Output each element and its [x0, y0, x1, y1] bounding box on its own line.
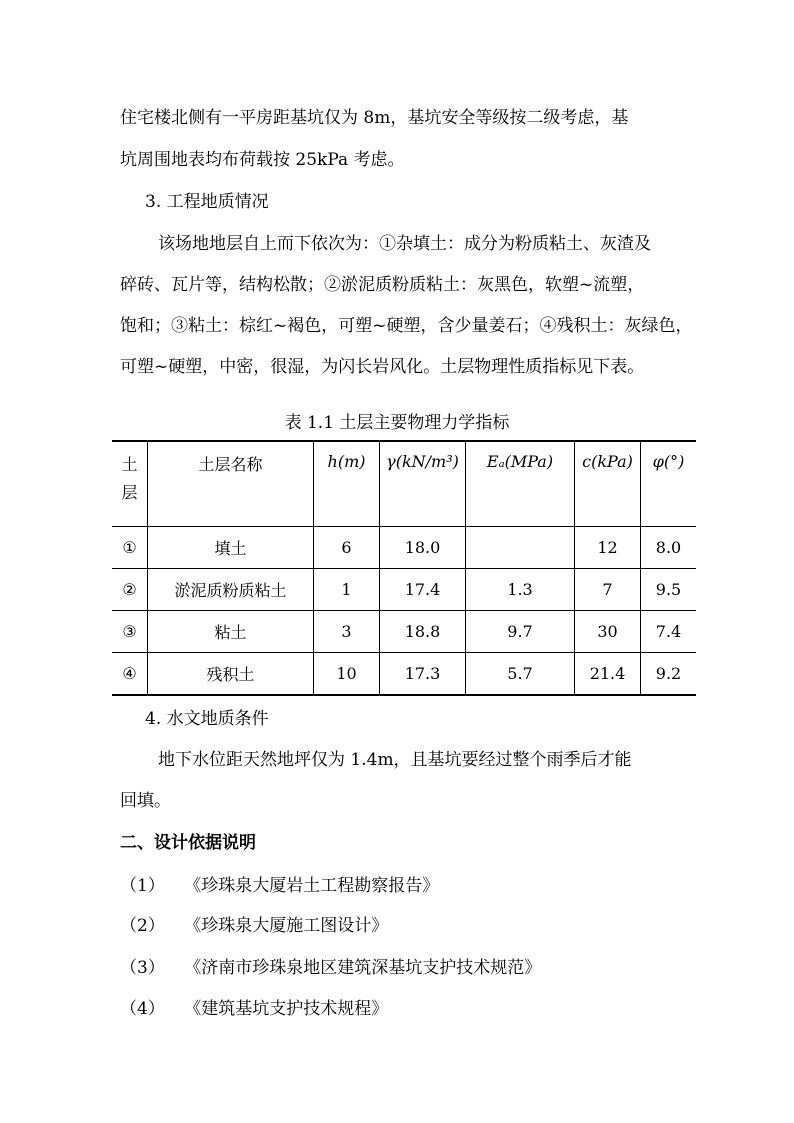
header-name: 土层名称 — [148, 441, 314, 527]
cell-c: 7 — [575, 569, 641, 611]
cell-h: 1 — [314, 569, 380, 611]
cell-name: 淤泥质粉质粘土 — [148, 569, 314, 611]
reference-number: （2） — [120, 916, 165, 936]
cell-layer: ② — [112, 569, 148, 611]
cell-layer: ④ — [112, 653, 148, 696]
section-heading: 4. 水文地质条件 — [145, 709, 269, 729]
cell-ea: 5.7 — [466, 653, 575, 696]
header-layer — [112, 441, 148, 527]
reference-title: 《济南市珍珠泉地区建筑深基坑支护技术规范》 — [184, 958, 542, 978]
header-ea: Eₐ(MPa) — [466, 441, 575, 527]
paragraph-line: 地下水位距天然地坪仅为 1.4m，且基坑要经过整个雨季后才能 — [158, 750, 632, 770]
reference-title: 《珍珠泉大厦施工图设计》 — [184, 916, 389, 936]
cell-layer: ③ — [112, 611, 148, 653]
header-layer-line2: 层 — [121, 483, 138, 502]
reference-number: （3） — [120, 958, 165, 978]
cell-layer: ① — [112, 527, 148, 569]
table-caption: 表 1.1 土层主要物理力学指标 — [284, 413, 510, 433]
header-h: h(m) — [314, 441, 380, 527]
table-row — [112, 611, 696, 653]
cell-h: 10 — [314, 653, 380, 696]
cell-phi: 9.5 — [641, 569, 697, 611]
cell-ea: 1.3 — [466, 569, 575, 611]
cell-phi: 9.2 — [641, 653, 697, 696]
table-row — [112, 653, 696, 696]
cell-phi: 7.4 — [641, 611, 697, 653]
cell-ea: 9.7 — [466, 611, 575, 653]
cell-name: 粘土 — [148, 611, 314, 653]
paragraph-line: 碎砖、瓦片等，结构松散；②淤泥质粉质粘土：灰黑色，软塑~流塑， — [120, 275, 645, 295]
cell-name: 填土 — [148, 527, 314, 569]
reference-item — [120, 914, 388, 938]
cell-gamma: 18.0 — [380, 527, 466, 569]
paragraph-line: 住宅楼北侧有一平房距基坑仅为 8m，基坑安全等级按二级考虑，基 — [120, 108, 629, 128]
design-basis-heading: 二、设计依据说明 — [120, 833, 256, 853]
header-c: c(kPa) — [575, 441, 641, 527]
table-row — [112, 527, 696, 569]
cell-gamma: 17.3 — [380, 653, 466, 696]
table-row — [112, 569, 696, 611]
cell-c: 12 — [575, 527, 641, 569]
header-layer-line1: 土 — [121, 455, 138, 474]
reference-title: 《珍珠泉大厦岩土工程勘察报告》 — [184, 876, 440, 896]
paragraph-line: 饱和；③粘土：棕红~褐色，可塑~硬塑，含少量姜石；④残积土：灰绿色， — [120, 316, 693, 336]
soil-properties-table — [112, 440, 696, 696]
paragraph-line: 坑周围地表均布荷载按 25kPa 考虑。 — [120, 150, 405, 170]
cell-c: 21.4 — [575, 653, 641, 696]
cell-phi: 8.0 — [641, 527, 697, 569]
section-heading: 3. 工程地质情况 — [145, 192, 269, 212]
table-header-row — [112, 441, 696, 527]
paragraph-line: 回填。 — [120, 791, 171, 811]
cell-h: 3 — [314, 611, 380, 653]
cell-name: 残积土 — [148, 653, 314, 696]
header-gamma: γ(kN/m³) — [380, 441, 466, 527]
cell-gamma: 17.4 — [380, 569, 466, 611]
cell-gamma: 18.8 — [380, 611, 466, 653]
paragraph-line: 可塑~硬塑，中密，很湿，为闪长岩风化。土层物理性质指标见下表。 — [120, 357, 645, 377]
reference-item — [120, 997, 388, 1021]
reference-item — [120, 956, 541, 980]
reference-number: （1） — [120, 876, 165, 896]
reference-number: （4） — [120, 999, 165, 1019]
reference-item — [120, 874, 439, 898]
cell-ea — [466, 527, 575, 569]
header-phi: φ(°) — [641, 441, 697, 527]
cell-c: 30 — [575, 611, 641, 653]
paragraph-line: 该场地地层自上而下依次为：①杂填土：成分为粉质粘土、灰渣及 — [158, 234, 651, 254]
cell-h: 6 — [314, 527, 380, 569]
reference-title: 《建筑基坑支护技术规程》 — [184, 999, 389, 1019]
